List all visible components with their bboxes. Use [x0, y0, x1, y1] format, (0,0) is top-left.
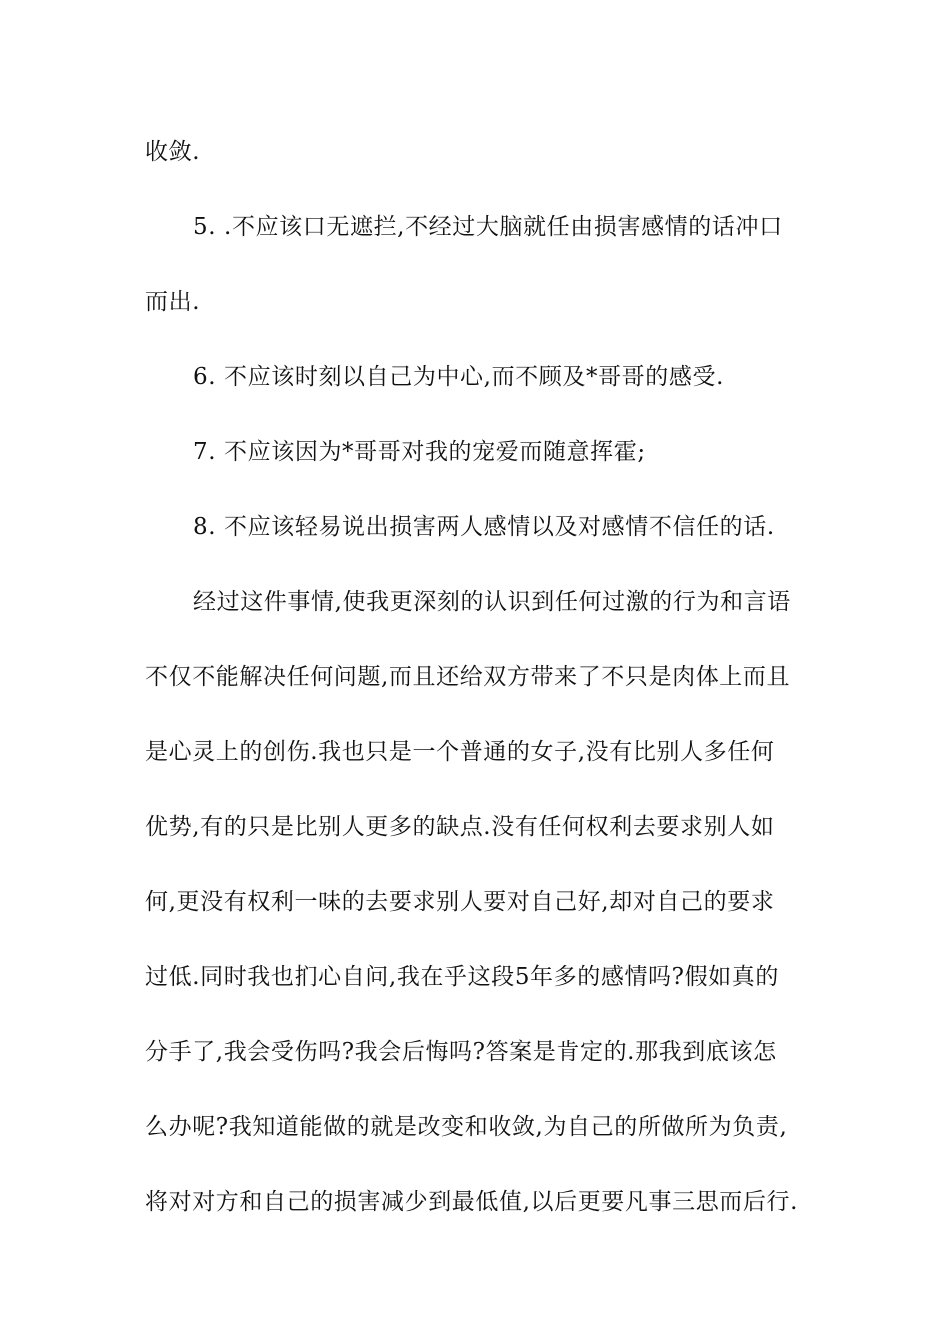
- paragraph-line: 是心灵上的创伤.我也只是一个普通的女子,没有比别人多任何: [145, 739, 775, 765]
- paragraph-line: 不仅不能解决任何问题,而且还给双方带来了不只是肉体上而且: [145, 664, 791, 690]
- text-line: 收敛.: [145, 139, 201, 165]
- paragraph-line: 经过这件事情,使我更深刻的认识到任何过激的行为和言语: [193, 589, 791, 615]
- text-line: 而出.: [145, 289, 201, 315]
- list-item: 8. 不应该轻易说出损害两人感情以及对感情不信任的话.: [193, 514, 775, 540]
- list-item: 5. .不应该口无遮拦,不经过大脑就任由损害感情的话冲口: [193, 214, 783, 240]
- paragraph-line: 过低.同时我也扪心自问,我在乎这段5年多的感情吗?假如真的: [145, 964, 779, 990]
- paragraph-line: 分手了,我会受伤吗?我会后悔吗?答案是肯定的.那我到底该怎: [145, 1039, 777, 1065]
- list-item: 7. 不应该因为*哥哥对我的宠爱而随意挥霍;: [193, 439, 646, 465]
- paragraph-line: 优势,有的只是比别人更多的缺点.没有任何权利去要求别人如: [145, 814, 775, 840]
- list-item: 6. 不应该时刻以自己为中心,而不顾及*哥哥的感受.: [193, 364, 724, 390]
- paragraph-line: 将对对方和自己的损害减少到最低值,以后更要凡事三思而后行.: [145, 1189, 799, 1215]
- paragraph-line: 何,更没有权利一味的去要求别人要对自己好,却对自己的要求: [145, 889, 775, 915]
- paragraph-line: 么办呢?我知道能做的就是改变和收敛,为自己的所做所为负责,: [145, 1114, 788, 1140]
